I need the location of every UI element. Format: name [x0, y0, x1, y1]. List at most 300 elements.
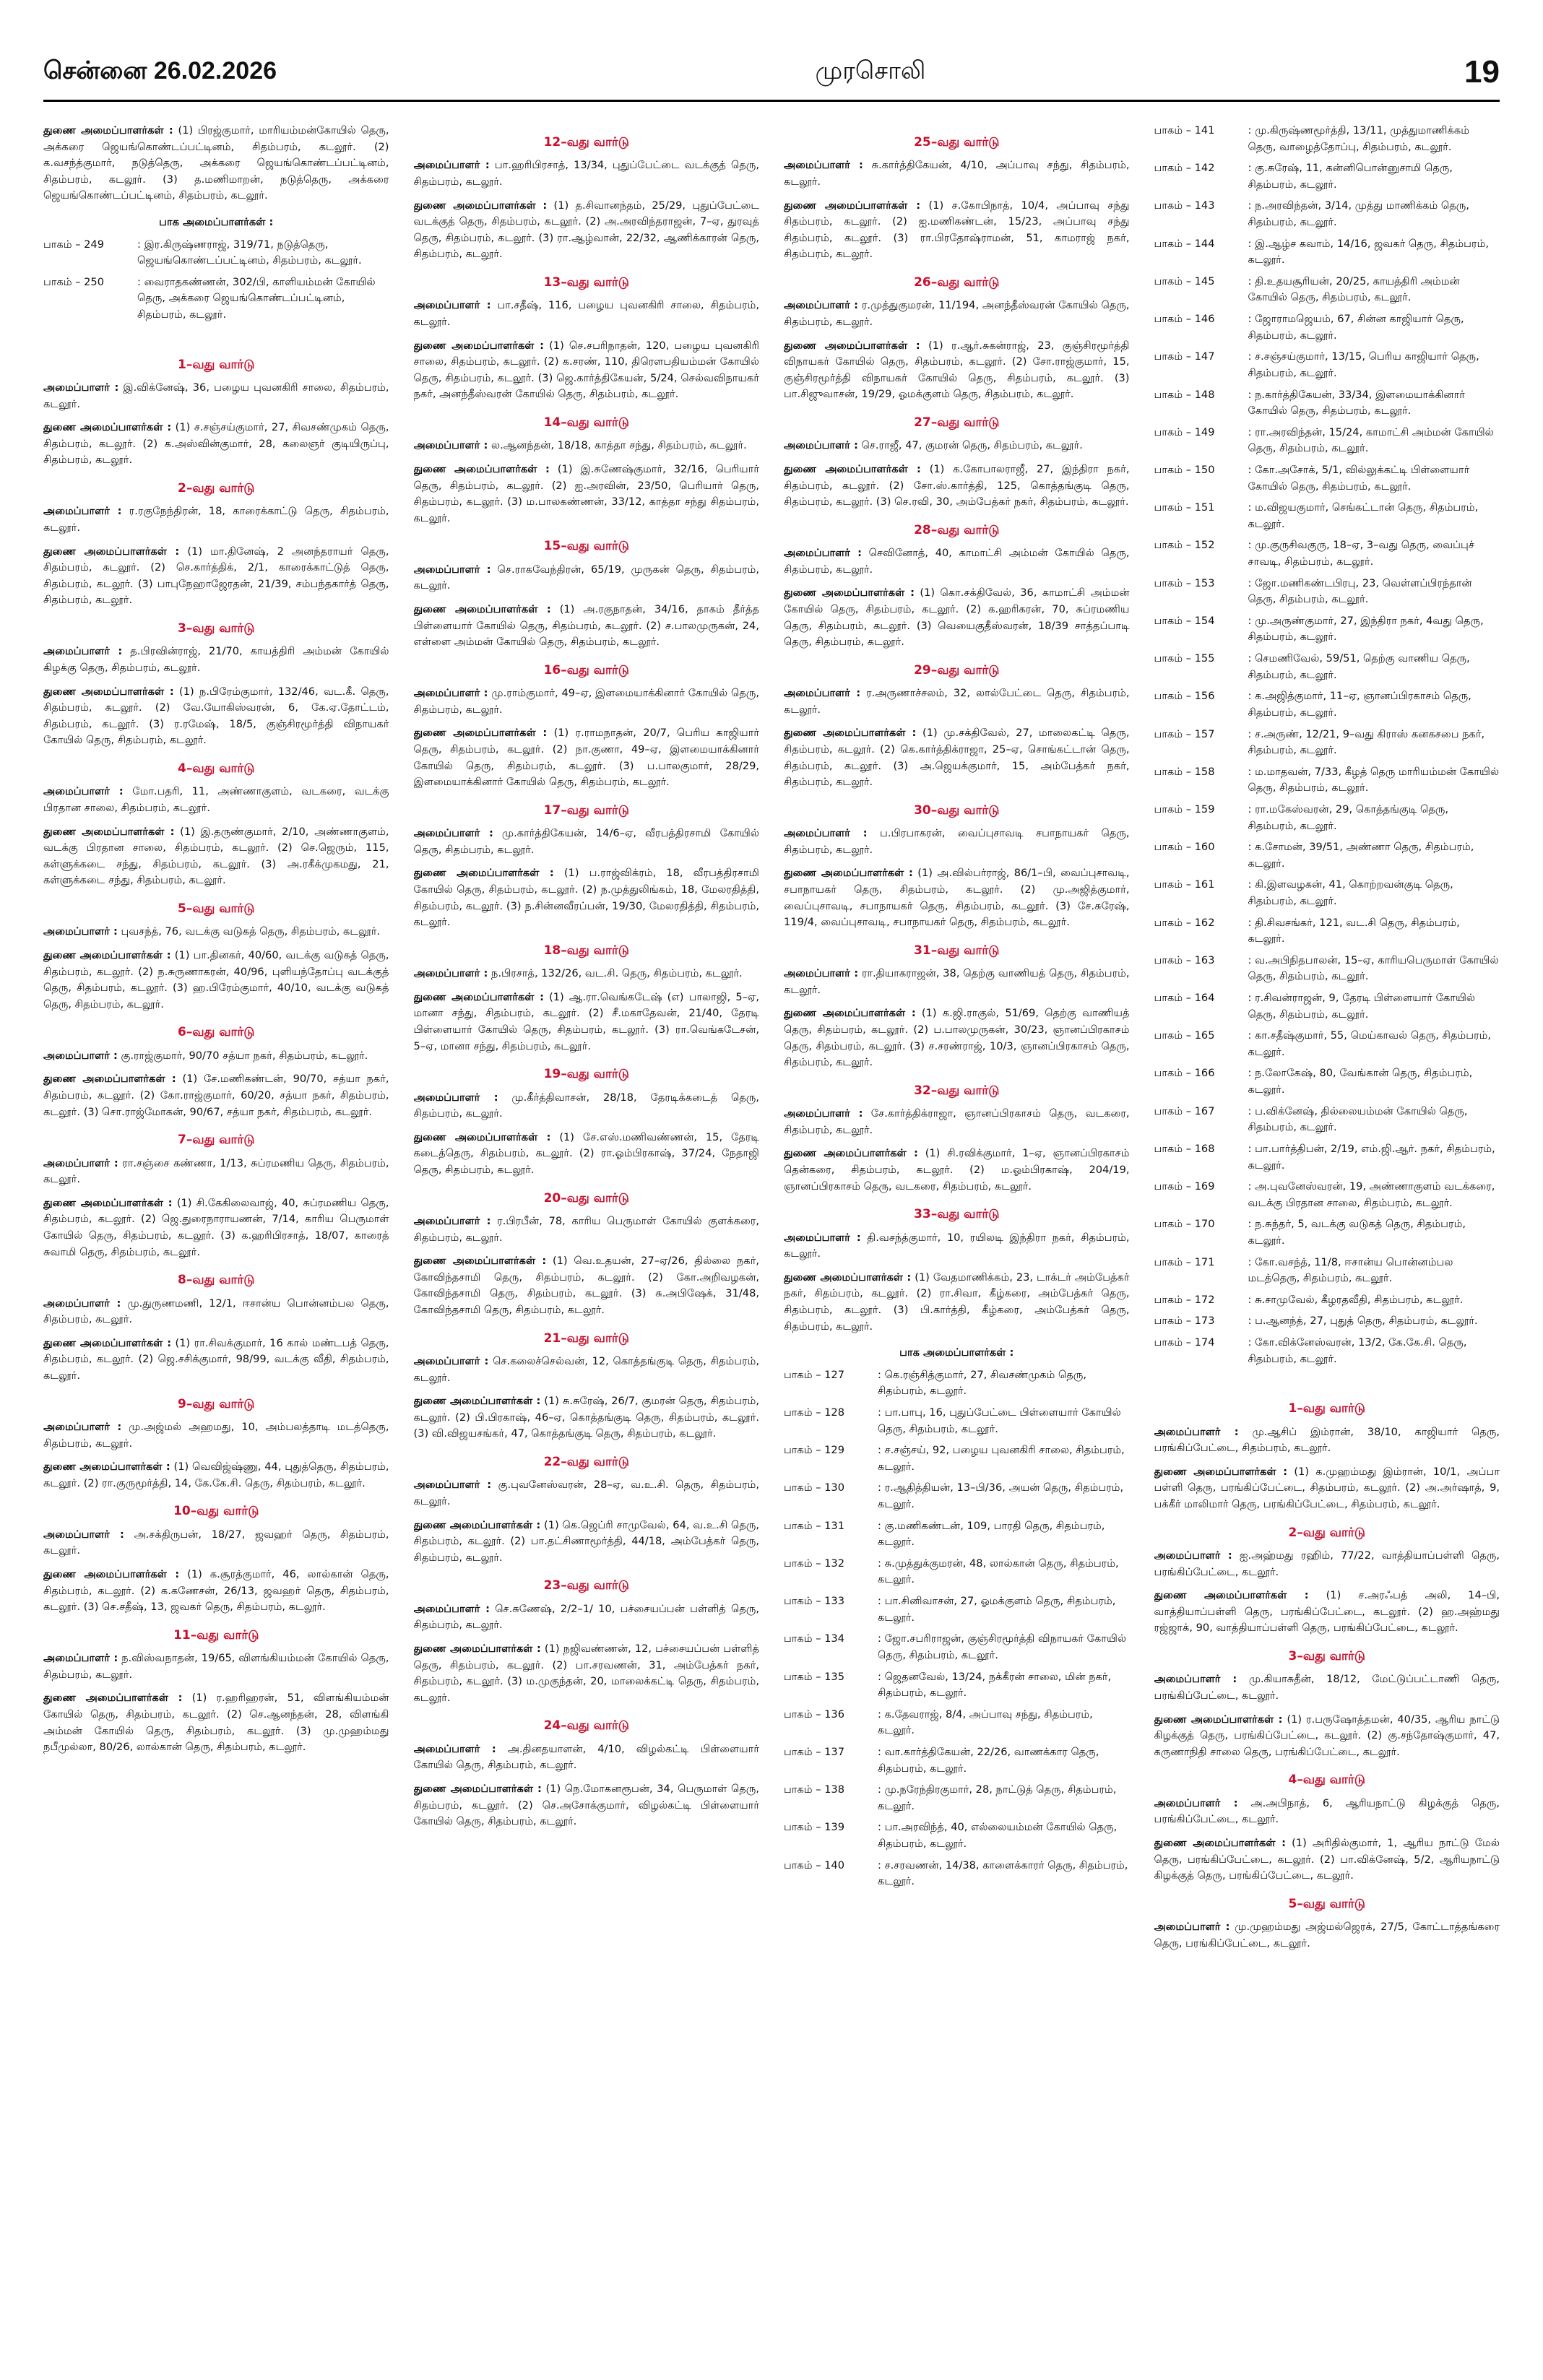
role-label: துணை அமைப்பாளர்கள் :: [413, 990, 544, 1003]
booth-number: பாகம் – 171: [1154, 1255, 1215, 1268]
booth-details: : வா.கார்த்திகேயன், 22/26, வாணக்கார தெரு, சிதம்பரம், கடலூர்.: [878, 1744, 1130, 1777]
member-paragraph: [43, 924, 389, 940]
member-paragraph: [1154, 1796, 1500, 1828]
booth-entry: [1154, 764, 1500, 797]
member-paragraph: [784, 1146, 1130, 1195]
booth-details: : கு.சுரேஷ், 11, கன்னிபொன்னுசாமி தெரு, சிதம்பரம், கடலூர்.: [1248, 160, 1500, 193]
member-details: (1) நஜிவண்ணன், 12, பச்சையப்பன் பள்ளித் தெரு, சிதம்பரம், கடலூர். (2) பா.சரவணன், 31, அம்பேத்கர் நகர், சிதம்பரம், கடலூர். (3) ம.முகுந்தன், 20, மாலைக்கட்டி தெரு, சிதம்பரம், கடலூர்.: [413, 1642, 759, 1704]
booth-details: : ச.சஞ்சய், 92, பழைய புவனகிரி சாலை, சிதம்பரம், கடலூர்.: [878, 1442, 1130, 1475]
member-details: (1) கெ.ஜெப்ரி சாமுவேல், 64, வ.உ.சி தெரு, சிதம்பரம், கடலூர். (2) பா.தட்சிணாமூர்த்தி, 44/18, அம்பேத்கர் தெரு, சிதம்பரம், கடலூர்.: [413, 1518, 759, 1564]
member-details: (1) அரிதில்குமார், 1, ஆரிய நாட்டு மேல் தெரு, பரங்கிப்பேட்டை, கடலூர். (2) பா.விக்னேஷ், 5/2, ஆரியநாட்டு கிழக்குத் தெரு, பரங்கிப்பேட்டை, கடலூர்.: [1154, 1836, 1500, 1882]
booth-number: பாகம் – 131: [784, 1519, 844, 1532]
member-paragraph: [414, 198, 760, 263]
member-details: செ.ராகவேந்திரன், 65/19, முருகன் தெரு, சிதம்பரம், கடலூர்.: [413, 563, 759, 592]
member-details: (1) சி.கேகிலைவாஜ், 40, சுப்ரமணிய தெரு, சிதம்பரம், கடலூர். (2) ஜெ.துரைநாராயணன், 7/14, காரிய பெருமாள் கோயில் தெரு, சிதம்பரம், கடலூர். (3) க.ஹரிபிரசாத், 18/07, காரைத் சுவாமி தெரு, சிதம்பரம், கடலூர்.: [43, 1196, 389, 1258]
booth-details: : ஜோ.சபரிராஜன், குஞ்சிரமூர்த்தி விநாயகர் கோயில் தெரு, சிதம்பரம், கடலூர்.: [878, 1631, 1130, 1663]
role-label: அமைப்பாளர் :: [43, 505, 122, 518]
booth-entry: [784, 1707, 1130, 1739]
role-label: அமைப்பாளர் :: [413, 563, 491, 576]
ward-heading: 19–வது வார்டு: [543, 1067, 629, 1082]
member-details: (1) செ.சபரிநாதன், 120, பழைய புவனகிரி சாலை, சிதம்பரம், கடலூர். (2) க.சரண், 110, திரௌபதியம்மன் கோயில் தெரு, சிதம்பரம், கடலூர். (3) ஜெ.கார்த்திகேயன், 5/24, செல்வவிநாயகர் நகர், அனந்தீஸ்வரன் கோயில் தெரு, சிதம்பரம், கடலூர்.: [413, 339, 759, 401]
member-details: அ.அபிநாத், 6, ஆரியநாட்டு கிழக்குத் தெரு, பரங்கிப்பேட்டை, கடலூர்.: [1154, 1796, 1500, 1826]
member-details: (1) க.ஜி.ராகுல், 51/69, தெற்கு வாணியத் தெரு, சிதம்பரம், கடலூர். (2) ப.பாலமுருகன், 30/23, ஞானப்பிரகாசம் தெரு, சிதம்பரம், கடலூர். (3) ச.சரண்ராஜ், 10/3, ஞானப்பிரகாசம் தெரு, சிதம்பரம், கடலூர்.: [784, 1007, 1130, 1069]
role-label: துணை அமைப்பாளர்கள் :: [784, 867, 913, 880]
role-label: துணை அமைப்பாளர்கள் :: [413, 199, 548, 212]
ward-heading: 9–வது வார்டு: [178, 1396, 255, 1411]
booth-entry: [1154, 123, 1500, 155]
member-details: செ.கலைச்செல்வன், 12, கொத்தங்குடி தெரு, சிதம்பரம், கடலூர்.: [413, 1354, 759, 1384]
member-paragraph: [43, 1459, 389, 1492]
member-details: (1) சி.ரவிக்குமார், 1–ஏ, ஞானப்பிரகாசம் தென்கரை, சிதம்பரம், கடலூர். (2) ம.ஓம்பிரகாஷ், 204/19, ஞானப்பிரகாசம் தெரு, வடகரை, சிதம்பரம், கடலூர்.: [784, 1147, 1130, 1193]
member-paragraph: [43, 1690, 389, 1755]
role-label: அமைப்பாளர் :: [43, 1421, 122, 1433]
booth-details: : அ.புவனேஸ்வரன், 19, அண்ணாகுளம் வடக்கரை, வடக்கு பிரதான சாலை, சிதம்பரம், கடலூர்.: [1248, 1179, 1500, 1211]
member-paragraph: [414, 1641, 760, 1706]
booth-number: பாகம் – 170: [1154, 1218, 1215, 1231]
role-label: துணை அமைப்பாளர்கள் :: [43, 825, 175, 838]
booth-details: : ந.அரவிந்தன், 3/14, முத்து மாணிக்கம் தெரு, சிதம்பரம், கடலூர்.: [1248, 198, 1500, 230]
booth-details: : கெ.ரஞ்சித்குமார், 27, சிவசண்முகம் தெரு, சிதம்பரம், கடலூர்.: [878, 1367, 1130, 1400]
member-details: செ.ராஜீ, 47, குமரன் தெரு, சிதம்பரம், கடலூர்.: [861, 439, 1083, 452]
member-paragraph: [43, 1156, 389, 1188]
member-paragraph: [414, 685, 760, 718]
role-label: அமைப்பாளர் :: [784, 547, 862, 560]
booth-entry: [1154, 651, 1500, 683]
member-paragraph: [1154, 1424, 1500, 1457]
booth-entry: [784, 1819, 1130, 1852]
booth-details: : ச.சரவணன், 14/38, காளைக்காரர் தெரு, சிதம்பரம், கடலூர்.: [878, 1858, 1130, 1890]
member-details: (1) ஆ.ரா.வெங்கடேஷ் (எ) பாலாஜி, 5–ஏ, மானா சந்து, சிதம்பரம், கடலூர். (2) சீ.மகாதேவன், 21/40, தேரடி பிள்ளையார் கோயில் தெரு, சிதம்பரம், கடலூர். (3) ரா.வெங்கடேசன், 5–ஏ, மானா சந்து, சிதம்பரம், கடலூர்.: [413, 990, 759, 1052]
booth-number: பாகம் – 172: [1154, 1293, 1215, 1306]
booth-details: : சு.சாமுவேல், கீழரதவீதி, சிதம்பரம், கடலூர்.: [1248, 1292, 1500, 1309]
ward-heading: 5–வது வார்டு: [1288, 1896, 1365, 1911]
role-label: அமைப்பாளர் :: [413, 1091, 498, 1104]
member-details: ந.விஸ்வநாதன், 19/65, விளங்கியம்மன் கோயில் தெரு, சிதம்பரம், கடலூர்.: [43, 1652, 389, 1681]
booth-entry: [43, 274, 389, 324]
member-details: இ.விக்னேஷ், 36, பழைய புவனகிரி சாலை, சிதம்பரம், கடலூர்.: [43, 381, 389, 410]
role-label: அமைப்பாளர் :: [784, 1107, 863, 1120]
role-label: துணை அமைப்பாளர்கள் :: [43, 1073, 176, 1086]
booth-number: பாகம் – 174: [1154, 1336, 1215, 1349]
booth-number: பாகம் – 134: [784, 1632, 844, 1645]
booth-entry: [1154, 349, 1500, 381]
booth-number: பாகம் – 167: [1154, 1104, 1215, 1117]
ward-heading: 1–வது வார்டு: [178, 357, 255, 372]
ward-heading: 2–வது வார்டு: [1288, 1525, 1365, 1540]
member-paragraph: [43, 1071, 389, 1120]
member-details: (1) வெவிஜ்ஷ்ணு, 44, புதுத்தெரு, சிதம்பரம், கடலூர். (2) ரா.குருமூர்த்தி, 14, கே.கே.சி. தெரு, சிதம்பரம், கடலூர்.: [43, 1461, 389, 1489]
booth-entry: [1154, 160, 1500, 193]
role-label: துணை அமைப்பாளர்கள் :: [43, 545, 180, 558]
role-label: துணை அமைப்பாளர்கள் :: [784, 199, 921, 212]
columns: [43, 123, 1500, 2351]
booth-number: பாகம் – 146: [1154, 313, 1215, 326]
booth-entry: [1154, 613, 1500, 646]
member-paragraph: [784, 685, 1130, 718]
booth-details: : கோ.வசந்த், 11/8, ஈசான்ய பொன்னம்பல மடத்தெரு, சிதம்பரம், கடலூர்.: [1248, 1255, 1500, 1287]
member-details: ர.முத்துகுமரன், 11/194, அனந்தீஸ்வரன் கோயில் தெரு, சிதம்பரம், கடலூர்.: [784, 299, 1130, 328]
booth-entry: [43, 237, 389, 269]
ward-heading: 27–வது வார்டு: [914, 415, 1000, 430]
role-label: அமைப்பாளர் :: [1154, 1796, 1238, 1809]
role-label: அமைப்பாளர் :: [1154, 1425, 1239, 1438]
member-details: (1) ரா.சிவக்குமார், 16 கால் மண்டபத் தெரு, சிதம்பரம், கடலூர். (2) ஜெ.சசிக்குமார், 98/99, வடக்கு வீதி, சிதம்பரம், கடலூர்.: [43, 1336, 389, 1382]
role-label: துணை அமைப்பாளர்கள் :: [43, 685, 174, 698]
booth-entry: [1154, 877, 1500, 909]
member-paragraph: [414, 1130, 760, 1179]
member-details: மு.கீர்த்திவாசன், 28/18, தேரடிக்கடைத் தெரு, சிதம்பரம், கடலூர்.: [413, 1091, 759, 1120]
member-details: த.பிரவின்ராஜ், 21/70, காயத்திரி அம்மன் கோயில் கிழக்கு தெரு, சிதம்பரம், கடலூர்.: [43, 645, 389, 675]
booth-entry: [1154, 311, 1500, 344]
booth-details: : ர.ஆதித்தியன், 13–பி/36, அயன் தெரு, சிதம்பரம், கடலூர்.: [878, 1480, 1130, 1513]
ward-heading: 12–வது வார்டு: [543, 135, 629, 150]
member-paragraph: [784, 966, 1130, 998]
role-label: துணை அமைப்பாளர்கள் :: [43, 1461, 170, 1474]
booth-entry: [1154, 953, 1500, 985]
member-details: பா.சதீஷ், 116, பழைய புவனகிரி சாலை, சிதம்பரம், கடலூர்.: [413, 299, 759, 328]
role-label: அமைப்பாளர் :: [784, 439, 858, 452]
booth-details: : க.தேவராஜ், 8/4, அப்பாவு சந்து, சிதம்பரம், கடலூர்.: [878, 1707, 1130, 1739]
member-details: (1) ர.ராமநாதன், 20/7, பெரிய காஜியார் தெரு, சிதம்பரம், கடலூர். (2) நா.குணா, 49–ஏ, இளமையாக்கினார் கோயில் தெரு, சிதம்பரம், கடலூர். (3) ப.பாலகுமார், 28/29, இளமையாக்கினார் கோயில் தெரு, சிதம்பரம், கடலூர்.: [413, 727, 759, 789]
member-paragraph: [414, 1601, 760, 1634]
booth-entry: [1154, 1065, 1500, 1098]
role-label: துணை அமைப்பாளர்கள் :: [784, 339, 920, 352]
booth-entry: [1154, 688, 1500, 721]
member-details: புவசந்த், 76, வடக்கு வடுகத் தெரு, சிதம்பரம், கடலூர்.: [121, 925, 381, 938]
ward-heading: 22–வது வார்டு: [543, 1454, 629, 1469]
booth-number: பாகம் – 157: [1154, 727, 1215, 740]
role-label: துணை அமைப்பாளர்கள் :: [43, 124, 173, 137]
booth-details: : கோ.விக்னேஸ்வரன், 13/2, கே.கே.சி. தெரு, சிதம்பரம், கடலூர்.: [1248, 1335, 1500, 1367]
booth-number: பாகம் – 133: [784, 1595, 844, 1608]
booth-entry: [1154, 387, 1500, 420]
role-label: அமைப்பாளர் :: [43, 1528, 124, 1541]
booth-number: பாகம் – 130: [784, 1481, 844, 1494]
masthead-rule: [43, 100, 1500, 102]
member-details: (1) ச.சஞ்சய்குமார், 27, சிவசண்முகம் தெரு, சிதம்பரம், கடலூர். (2) க.அஸ்வின்குமார், 28, கலைஞர் குடியிருப்பு, சிதம்பரம், கடலூர்.: [43, 421, 389, 467]
member-details: ரா.சஞ்சை கண்ணா, 1/13, சுப்ரமணிய தெரு, சிதம்பரம், கடலூர்.: [43, 1156, 389, 1186]
booth-number: பாகம் – 152: [1154, 539, 1215, 552]
booth-number: பாகம் – 163: [1154, 953, 1215, 966]
member-paragraph: [414, 865, 760, 930]
role-label: அமைப்பாளர் :: [784, 827, 868, 840]
ward-heading: 16–வது வார்டு: [543, 662, 629, 678]
member-paragraph: [784, 298, 1130, 330]
role-label: துணை அமைப்பாளர்கள் :: [784, 1147, 918, 1160]
member-paragraph: [414, 725, 760, 790]
member-details: (1) ர.பருஷோத்தமன், 40/35, ஆரிய நாட்டு கிழக்குத் தெரு, பரங்கிப்பேட்டை, கடலூர். (2) கு.சந்தோஷ்குமார், 47, கருணாநிதி சாலை தெரு, பரங்கிப்பேட்டை, கடலூர்.: [1154, 1713, 1500, 1758]
booth-number: பாகம் – 249: [43, 238, 104, 251]
booth-number: பாகம் – 160: [1154, 841, 1215, 854]
member-paragraph: [784, 1230, 1130, 1263]
booth-details: : இர.கிருஷ்ணராஜ், 319/71, நடுத்தெரு, ஜெயங்கொண்டப்பட்டினம், சிதம்பரம், கடலூர்.: [137, 237, 389, 269]
member-paragraph: [414, 157, 760, 190]
role-label: அமைப்பாளர் :: [784, 687, 861, 700]
page-number: 19: [1464, 54, 1500, 90]
ward-heading: 13–வது வார்டு: [543, 275, 629, 290]
role-label: துணை அமைப்பாளர்கள் :: [413, 462, 550, 475]
booth-number: பாகம் – 159: [1154, 802, 1215, 815]
role-label: துணை அமைப்பாளர்கள் :: [413, 1395, 541, 1408]
booth-details: : கா.சதீஷ்குமார், 55, மெய்காவல் தெரு, சிதம்பரம், கடலூர்.: [1248, 1028, 1500, 1060]
member-details: (1) மு.சக்திவேல், 27, மாலைகட்டி தெரு, சிதம்பரம், கடலூர். (2) கெ.கார்த்திக்ராஜா, 25–ஏ, சொங்கட்டான் தெரு, சிதம்பரம், கடலூர். (3) அ.ஜெயக்குமார், 15, அம்பேத்கர் நகர், சிதம்பரம், கடலூர்.: [784, 727, 1130, 789]
ward-heading: 8–வது வார்டு: [178, 1273, 255, 1288]
booth-number: பாகம் – 141: [1154, 124, 1215, 137]
member-details: ர.பிரபீன், 78, காரிய பெருமாள் கோயில் குளக்கரை, சிதம்பரம், கடலூர்.: [413, 1214, 759, 1244]
member-details: சு.கார்த்திகேயன், 4/10, அப்பாவு சந்து, சிதம்பரம், கடலூர்.: [784, 159, 1130, 188]
booth-details: : பா.அரவிந்த், 40, எல்லையம்மன் கோயில் தெரு, சிதம்பரம், கடலூர்.: [878, 1819, 1130, 1852]
member-details: (1) ந.பிரேம்குமார், 132/46, வட.கீ. தெரு, சிதம்பரம், கடலூர். (2) வே.யோகிஸ்வரன், 6, கே.ஏ.தோட்டம், சிதம்பரம், கடலூர். (3) ர.ரமேஷ், 18/5, குஞ்சிரமூர்த்தி விநாயகர் கோயில் தெரு, சிதம்பரம், கடலூர்.: [43, 685, 389, 747]
booth-number: பாகம் – 142: [1154, 162, 1215, 175]
ward-heading: 21–வது வார்டு: [543, 1330, 629, 1346]
member-paragraph: [784, 865, 1130, 930]
role-label: அமைப்பாளர் :: [43, 1297, 121, 1310]
role-label: அமைப்பாளர் :: [413, 687, 488, 700]
role-label: துணை அமைப்பாளர்கள் :: [1154, 1713, 1283, 1726]
ward-heading: 5–வது வார்டு: [178, 901, 255, 917]
member-details: சே.கார்த்திக்ராஜா, ஞானப்பிரகாசம் தெரு, வடகரை, சிதம்பரம், கடலூர்.: [784, 1107, 1130, 1136]
member-paragraph: [43, 948, 389, 1013]
role-label: அமைப்பாளர் :: [43, 785, 124, 798]
booth-number: பாகம் – 136: [784, 1708, 844, 1721]
booth-details: : தி.சிவசங்கர், 121, வட.சி தெரு, சிதம்பரம், கடலூர்.: [1248, 915, 1500, 948]
role-label: அமைப்பாளர் :: [413, 1354, 489, 1367]
booth-number: பாகம் – 166: [1154, 1067, 1215, 1080]
role-label: துணை அமைப்பாளர்கள் :: [413, 1782, 542, 1795]
booth-number: பாகம் – 162: [1154, 916, 1215, 929]
member-paragraph: [414, 1477, 760, 1510]
booth-entry: [1154, 576, 1500, 608]
booth-entry: [1154, 1141, 1500, 1174]
booth-details: : மு.குருசிவகுரு, 18–ஏ, 3–வது தெரு, வைப்புச் சாவடி, சிதம்பரம், கடலூர்.: [1248, 537, 1500, 570]
member-paragraph: [414, 438, 760, 454]
booth-number: பாகம் – 138: [784, 1783, 844, 1796]
member-paragraph: [414, 338, 760, 403]
role-label: துணை அமைப்பாளர்கள் :: [413, 339, 544, 352]
role-label: துணை அமைப்பாளர்கள் :: [784, 587, 915, 600]
booth-details: : பா.பாபு, 16, புதுப்பேட்டை பிள்ளையார் கோயில் தெரு, சிதம்பரம், கடலூர்.: [878, 1405, 1130, 1437]
booth-entry: [1154, 1179, 1500, 1211]
member-paragraph: [43, 1048, 389, 1065]
booth-number: பாகம் – 132: [784, 1557, 844, 1570]
member-details: கு.ராஜ்குமார், 90/70 சத்யா நகர், சிதம்பரம், கடலூர்.: [121, 1049, 368, 1062]
booth-details: : ஜோ.மணிகண்டபிரபு, 23, வெள்ளப்பிரந்தான் தெரு, சிதம்பரம், கடலூர்.: [1248, 576, 1500, 608]
member-details: (1) இ.தருண்குமார், 2/10, அண்ணாகுளம், வடக்கு பிரதான சாலை, சிதம்பரம், கடலூர். (2) செ.ஜெரும், 115, கள்ளுக்கடை சந்து, சிதம்பரம், கடலூர். (3) அ.ரகீக்முகமது, 21, கள்ளுக்கடை சந்து, சிதம்பரம், கடலூர்.: [43, 825, 389, 887]
booth-details: : க.சோமன், 39/51, அண்ணா தெரு, சிதம்பரம், கடலூர்.: [1248, 839, 1500, 872]
member-paragraph: [43, 644, 389, 676]
booth-entry: [1154, 1313, 1500, 1330]
ward-heading: 3–வது வார்டு: [178, 621, 255, 636]
booth-number: பாகம் – 155: [1154, 652, 1215, 665]
booth-details: : கி.இளவழகன், 41, கொற்றவன்குடி தெரு, சிதம்பரம், கடலூர்.: [1248, 877, 1500, 909]
member-details: (1) சு.சுரேஷ், 26/7, குமரன் தெரு, சிதம்பரம், கடலூர். (2) பி.பிரகாஷ், 46–ஏ, கொத்தங்குடி தெரு, சிதம்பரம், கடலூர். (3) வி.விஜயசங்கர், 47, கொத்தங்குடி தெரு, சிதம்பரம், கடலூர்.: [413, 1395, 759, 1440]
role-label: அமைப்பாளர் :: [43, 645, 123, 658]
member-details: அ.சக்திருபன், 18/27, ஜவஹர் தெரு, சிதம்பரம், கடலூர்.: [43, 1528, 389, 1557]
role-label: அமைப்பாளர் :: [784, 1231, 861, 1244]
member-paragraph: [1154, 1464, 1500, 1513]
booth-number: பாகம் – 151: [1154, 501, 1215, 514]
member-paragraph: [784, 1270, 1130, 1335]
booth-entry: [1154, 1292, 1500, 1309]
booth-number: பாகம் – 144: [1154, 237, 1215, 250]
role-label: துணை அமைப்பாளர்கள் :: [784, 727, 917, 740]
role-label: அமைப்பாளர் :: [784, 159, 863, 172]
ward-heading: 20–வது வார்டு: [543, 1190, 629, 1206]
ward-heading: 28–வது வார்டு: [914, 522, 1000, 537]
booth-entry: [1154, 839, 1500, 872]
booth-number: பாகம் – 127: [784, 1368, 844, 1381]
member-details: (1) க.முஹம்மது இம்ரான், 10/1, அப்பா பள்ளி தெரு, பரங்கிப்பேட்டை, சிதம்பரம், கடலூர். (2) அ.அர்ஷாத், 9, பக்கீர் மாலிமார் தெரு, பரங்கிப்பேட்டை, சிதம்பரம், கடலூர்.: [1154, 1465, 1500, 1510]
booth-number: பாகம் – 165: [1154, 1029, 1215, 1042]
member-details: செவினோத், 40, காமாட்சி அம்மன் கோயில் தெரு, சிதம்பரம், கடலூர்.: [784, 547, 1130, 576]
member-paragraph: [43, 1195, 389, 1260]
ward-heading: 29–வது வார்டு: [914, 662, 1000, 678]
role-label: அமைப்பாளர் :: [784, 967, 859, 980]
member-paragraph: [784, 826, 1130, 858]
booth-details: : வைராதகண்ணன், 302/பி, காளியம்மன் கோயில் தெரு, அக்கரை ஜெயங்கொண்டப்பட்டினம், சிதம்பரம், கடலூர்.: [137, 274, 389, 324]
booth-number: பாகம் – 168: [1154, 1142, 1215, 1155]
role-label: அமைப்பாளர் :: [1154, 1673, 1237, 1686]
member-paragraph: [414, 1741, 760, 1774]
booth-details: : தி.உதயசூரியன், 20/25, காயத்திரி அம்மன் கோயில் தெரு, சிதம்பரம், கடலூர்.: [1248, 274, 1500, 306]
booth-entry: [784, 1518, 1130, 1551]
member-paragraph: [414, 1354, 760, 1386]
member-paragraph: [784, 338, 1130, 403]
member-details: (1) த.சிவானந்தம், 25/29, புதுப்பேட்டை வடக்குத் தெரு, சிதம்பரம், கடலூர். (2) அ.அரவிந்தராஜன், 7–ஏ, துரவுத் தெரு, சிதம்பரம், கடலூர். (3) ரா.ஆழ்வான், 22/32, ஆணிக்காரன் தெரு, சிதம்பரம், கடலூர்.: [413, 199, 759, 261]
booth-entry: [784, 1480, 1130, 1513]
ward-heading: 26–வது வார்டு: [914, 275, 1000, 290]
booth-details: : வ.அபிநிதபாலன், 15–ஏ, காரியபெருமாள் கோயில் தெரு, சிதம்பரம், கடலூர்.: [1248, 953, 1500, 985]
booth-entry: [1154, 990, 1500, 1023]
booth-number: பாகம் – 139: [784, 1821, 844, 1834]
booth-entry: [1154, 1255, 1500, 1287]
member-paragraph: [1154, 1712, 1500, 1761]
booth-number: பாகம் – 250: [43, 275, 104, 288]
booth-details: : ந.சுந்தர், 5, வடக்கு வடுகத் தெரு, சிதம்பரம், கடலூர்.: [1248, 1216, 1500, 1249]
ward-heading: 11–வது வார்டு: [173, 1627, 259, 1643]
role-label: துணை அமைப்பாளர்கள் :: [784, 1271, 912, 1284]
member-details: (1) கொ.சக்திவேல், 36, காமாட்சி அம்மன் கோயில் தெரு, சிதம்பரம், கடலூர். (2) க.ஹரிகரன், 70, சுப்ரமணிய தெரு, சிதம்பரம், கடலூர். (3) வெயைகுதீஸ்வரன், 18/39 சாத்தப்பாடி தெரு, சிதம்பரம், கடலூர்.: [784, 587, 1130, 649]
booth-details: : பா.சினிவாசன், 27, ஓமக்குளம் தெரு, சிதம்பரம், கடலூர்.: [878, 1593, 1130, 1626]
booth-details: : ந.கார்த்திகேயன், 33/34, இளமையாக்கினார் கோயில் தெரு, சிதம்பரம், கடலூர்.: [1248, 387, 1500, 420]
booth-entry: [784, 1858, 1130, 1890]
booth-number: பாகம் – 156: [1154, 690, 1215, 703]
booth-details: : சு.முத்துக்குமரன், 48, லால்கான் தெரு, சிதம்பரம், கடலூர்.: [878, 1556, 1130, 1588]
member-paragraph: [784, 438, 1130, 454]
role-label: துணை அமைப்பாளர்கள் :: [413, 1642, 541, 1655]
booth-details: : பா.பார்த்திபன், 2/19, எம்.ஜி.ஆர். நகர், சிதம்பரம், கடலூர்.: [1248, 1141, 1500, 1174]
member-paragraph: [43, 420, 389, 469]
booth-details: : ஜோராமஜெயம், 67, சின்ன காஜியார் தெரு, சிதம்பரம், கடலூர்.: [1248, 311, 1500, 344]
role-label: அமைப்பாளர் :: [413, 1602, 490, 1615]
booth-entry: [1154, 425, 1500, 457]
member-details: மு.ஆசிப் இம்ரான், 38/10, காஜியார் தெரு, பரங்கிப்பேட்டை, சிதம்பரம், கடலூர்.: [1154, 1425, 1500, 1455]
member-paragraph: [414, 1781, 760, 1830]
member-paragraph: [414, 462, 760, 527]
role-label: அமைப்பாளர் :: [1154, 1921, 1230, 1934]
booth-details: : க.அஜித்குமார், 11–ஏ, ஞானப்பிரகாசம் தெரு, சிதம்பரம், கடலூர்.: [1248, 688, 1500, 721]
member-details: பா.ஹரிபிரசாத், 13/34, புதுப்பேட்டை வடக்குத் தெரு, சிதம்பரம், கடலூர்.: [413, 159, 759, 188]
role-label: அமைப்பாளர் :: [413, 1479, 492, 1492]
member-paragraph: [1154, 1835, 1500, 1884]
ward-heading: 14–வது வார்டு: [543, 415, 629, 430]
booth-details: : ர.சிவன்ராஜன், 9, தேரடி பிள்ளையார் கோயில் தெரு, சிதம்பரம், கடலூர்.: [1248, 990, 1500, 1023]
role-label: அமைப்பாளர் :: [43, 1049, 118, 1062]
booth-entry: [1154, 462, 1500, 495]
role-label: துணை அமைப்பாளர்கள் :: [43, 1196, 173, 1209]
role-label: துணை அமைப்பாளர்கள் :: [413, 1518, 541, 1531]
role-label: அமைப்பாளர் :: [43, 1652, 118, 1665]
role-label: துணை அமைப்பாளர்கள் :: [413, 602, 551, 615]
member-details: (1) ப.ராஜ்விக்ரம், 18, வீரபத்திரசாமி கோயில் தெரு, சிதம்பரம், கடலூர். (2) ந.முத்துலிங்கம், 18, மேலரதித்தி, சிதம்பரம், கடலூர். (3) ந.சின்னவீரப்பன், 19/30, மேலரதித்தி, சிதம்பரம், கடலூர்.: [413, 867, 759, 929]
role-label: அமைப்பாளர் :: [413, 1742, 496, 1755]
role-label: துணை அமைப்பாளர்கள் :: [413, 1130, 551, 1143]
booth-entry: [784, 1367, 1130, 1400]
ward-heading: 25–வது வார்டு: [914, 135, 1000, 150]
booth-entry: [784, 1782, 1130, 1814]
booth-details: : ம.மாதவன், 7/33, கீழத் தெரு மாரியம்மன் கோயில் தெரு, சிதம்பரம், கடலூர்.: [1248, 764, 1500, 797]
member-paragraph: [784, 725, 1130, 790]
booth-number: பாகம் – 149: [1154, 425, 1215, 438]
ward-heading: 7–வது வார்டு: [178, 1133, 255, 1148]
member-paragraph: [43, 684, 389, 749]
ward-heading: 2–வது வார்டு: [178, 481, 255, 496]
role-label: அமைப்பாளர் :: [43, 1156, 118, 1169]
booth-details: : ரா.அரவிந்தன், 15/24, காமாட்சி அம்மன் கோயில் தெரு, சிதம்பரம், கடலூர்.: [1248, 425, 1500, 457]
member-paragraph: [784, 1005, 1130, 1070]
booth-number: பாகம் – 143: [1154, 199, 1215, 212]
member-details: மு.கியாசுதீன், 18/12, மேட்டுப்பட்டாணி தெரு, பரங்கிப்பேட்டை, கடலூர்.: [1154, 1673, 1500, 1702]
role-label: அமைப்பாளர் :: [413, 1214, 491, 1227]
ward-heading: 4–வது வார்டு: [1288, 1773, 1365, 1788]
member-details: (1) சே.மணிகண்டன், 90/70, சத்யா நகர், சிதம்பரம், கடலூர். (2) கோ.ராஜ்குமார், 60/20, சத்யா நகர், சிதம்பரம், கடலூர். (3) சொ.ராஜ்மோகன், 90/67, சத்யா நகர், சிதம்பரம், கடலூர்.: [43, 1073, 389, 1118]
member-details: (1) க.சூரத்குமார், 46, லால்கான் தெரு, சிதம்பரம், கடலூர். (2) க.கணேசன், 26/13, ஜவஹர் தெரு, சிதம்பரம், கடலூர். (3) செ.சதீஷ், 13, ஜவகர் தெரு, சிதம்பரம், கடலூர்.: [43, 1568, 389, 1614]
ward-heading: 23–வது வார்டு: [543, 1578, 629, 1593]
role-label: அமைப்பாளர் :: [413, 159, 490, 172]
ward-heading: 18–வது வார்டு: [543, 943, 629, 958]
booth-entry: [1154, 802, 1500, 834]
ward-heading: 33–வது வார்டு: [914, 1207, 1000, 1222]
member-paragraph: [43, 1336, 389, 1385]
ward-heading: 32–வது வார்டு: [914, 1083, 1000, 1098]
role-label: துணை அமைப்பாளர்கள் :: [1154, 1465, 1288, 1478]
role-label: அமைப்பாளர் :: [43, 925, 118, 938]
role-label: துணை அமைப்பாளர்கள் :: [413, 867, 554, 880]
member-details: (1) பிரஜ்குமார், மாரியம்மன்கோயில் தெரு, அக்கரை ஜெயங்கொண்டப்பட்டினம், சிதம்பரம், கடலூர். (2) க.வசந்த்குமார், நடுத்தெரு, அக்கரை ஜெயங்கொண்டப்பட்டினம், சிதம்பரம், கடலூர். (3) த.மணிமாறன், நடுத்தெரு, அக்கரை ஜெயங்கொண்டப்பட்டினம், சிதம்பரம், கடலூர்.: [43, 124, 389, 202]
booth-entry: [784, 1631, 1130, 1663]
member-paragraph: [414, 966, 760, 982]
member-paragraph: [43, 824, 389, 889]
booth-details: : ந.லோகேஷ், 80, வேங்கான் தெரு, சிதம்பரம், கடலூர்.: [1248, 1065, 1500, 1098]
booth-entry: [1154, 198, 1500, 230]
booth-details: : மு.அருண்குமார், 27, இந்திரா நகர், 4வது தெரு, சிதம்பரம், கடலூர்.: [1248, 613, 1500, 646]
ward-heading: 17–வது வார்டு: [543, 802, 629, 818]
role-label: அமைப்பாளர் :: [413, 299, 491, 312]
role-label: அமைப்பாளர் :: [413, 967, 488, 980]
member-details: மு.முஹம்மது அஜ்மல்ஜெரக், 27/5, கோட்டாத்தங்கரை தெரு, பரங்கிப்பேட்டை, கடலூர்.: [1154, 1921, 1500, 1950]
role-label: துணை அமைப்பாளர்கள் :: [43, 421, 172, 434]
member-paragraph: [414, 602, 760, 651]
booth-number: பாகம் – 164: [1154, 992, 1215, 1005]
ward-heading: 3–வது வார்டு: [1288, 1649, 1365, 1663]
member-paragraph: [43, 544, 389, 609]
member-details: (1) பா.தினகர், 40/60, வடக்கு வடுகத் தெரு, சிதம்பரம், கடலூர். (2) ந.சுருணாகரன், 40/96, புளியந்தோப்பு வடக்குத் தெரு, சிதம்பரம், கடலூர். (3) ஹ.பிரேம்குமார், 40/10, வடக்கு வடுகத் தெரு, சிதம்பரம், கடலூர்.: [43, 949, 389, 1011]
member-details: (1) இ.சுணேஷ்குமார், 32/16, பெரியார் தெரு, சிதம்பரம், கடலூர். (2) ஐ.அரவின், 23/50, பெரியார் தெரு, சிதம்பரம், கடலூர். (3) ம.பாலகண்ணன், 33/12, காத்தா சந்து சிதம்பரம், கடலூர்.: [413, 462, 759, 524]
booth-details: : ப.விக்னேஷ், தில்லையம்மன் கோயில் தெரு, சிதம்பரம், கடலூர்.: [1248, 1104, 1500, 1136]
member-details: அ.தினதயாளன், 4/10, விழல்கட்டி பிள்ளையார் கோயில் தெரு, சிதம்பரம், கடலூர்.: [413, 1742, 759, 1772]
member-details: (1) ர.ஆர்.சுகன்ராஜ், 23, குஞ்சிரமூர்த்தி விநாயகர் கோயில் தெரு, சிதம்பரம், கடலூர். (2) சோ.ராஜ்குமார், 15, குஞ்சிரமூர்த்தி விநாயகர் கோயில் தெரு, சிதம்பரம், கடலூர். (3) பா.சிஜுவாசன், 19/29, ஓமக்குளம் தெரு, சிதம்பரம், கடலூர்.: [784, 339, 1130, 401]
member-details: தி.வசந்த்குமார், 10, ரயிலடி இந்திரா நகர், சிதம்பரம், கடலூர்.: [784, 1231, 1130, 1260]
